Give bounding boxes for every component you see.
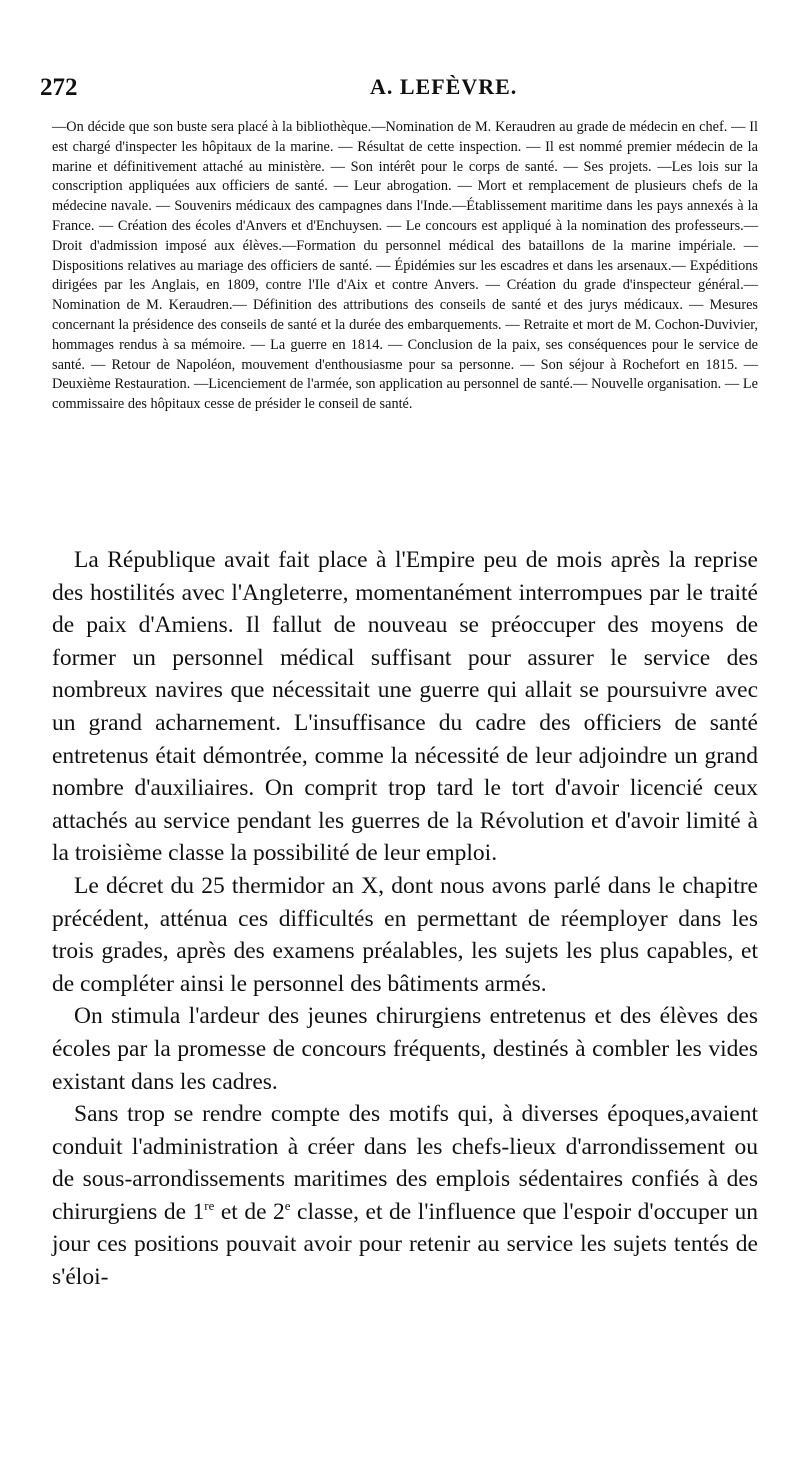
paragraph-4-part-b: et de 2 — [214, 1198, 285, 1225]
body-text — [52, 544, 758, 1294]
paragraph-4 — [52, 1098, 758, 1294]
running-head: A. LEFÈVRE. — [370, 74, 518, 99]
paragraph-3: On stimula l'ardeur des jeunes chirurgiens entretenus et des élèves des écoles par la promesse de concours fréquents, destinés à combler les vides existant dans les cadres. — [52, 1003, 758, 1095]
paragraph-4-part-a: Sans trop se rendre compte des motifs qui, à diverses époques,avaient conduit l'administration à créer dans les chefs-lieux d'arrondissement ou de sous-arrondissements maritimes des emplois sédentaires confiés à des chirurgiens de 1 — [52, 1101, 758, 1225]
chapter-summary — [52, 118, 758, 415]
paragraph-4-part-c: classe, et de l'influence que l'espoir d'occuper un jour ces positions pouvait avoir pour retenir au service les sujets tentés de s'éloi- — [52, 1198, 758, 1291]
paragraph-1: La République avait fait place à l'Empire peu de mois après la reprise des hostilités avec l'Angleterre, momentanément interrompues par le traité de paix d'Amiens. Il fallut de nouveau se préoccuper des moyens de former un personnel médical suffisant pour assurer le service des nombreux navires que nécessitait une guerre qui allait se poursuivre avec un grand acharnement. L'insuffisance du cadre des officiers de santé entretenus était démontrée, comme la nécessité de leur adjoindre un grand nombre d'auxiliaires. On comprit trop tard le tort d'avoir licencié ceux attachés au service pendant les guerres de la Révolution et d'avoir limité à la troisième classe la possibilité de leur emploi. — [52, 547, 758, 867]
superscript-e: e — [284, 1198, 291, 1214]
page-header — [40, 70, 760, 104]
page-number: 272 — [40, 74, 78, 101]
superscript-re: re — [204, 1198, 215, 1214]
summary-text: —On décide que son buste sera placé à la bibliothèque.—Nomination de M. Keraudren au grade de médecin en chef. — Il est chargé d'inspecter les hôpitaux de la marine. — Résultat de cette inspection. — Il est nommé premier médecin de la marine et définitivement attaché au ministère. — Son intérêt pour le corps de santé. — Ses projets. —Les lois sur la conscription appliquées aux officiers de santé. — Leur abrogation. — Mort et remplacement de plusieurs chefs de la médecine navale. — Souvenirs médicaux des campagnes dans l'Inde.—Établissement maritime dans les pays annexés à la France. — Création des écoles d'Anvers et d'Enchuysen. — Le concours est appliqué à la nomination des professeurs.—Droit d'admission imposé aux élèves.—Formation du personnel médical des bataillons de la marine impériale. — Dispositions relatives au mariage des officiers de santé. — Épidémies sur les escadres et dans les arsenaux.— Expéditions dirigées par les Anglais, en 1809, contre l'Ile d'Aix et contre Anvers. — Création du grade d'inspecteur général.—Nomination de M. Keraudren.— Définition des attributions des conseils de santé et des jurys médicaux. — Mesures concernant la présidence des conseils de santé et la durée des embarquements. — Retraite et mort de M. Cochon-Duvivier, hommages rendus à sa mémoire. — La guerre en 1814. — Conclusion de la paix, ses conséquences pour le service de santé. — Retour de Napoléon, mouvement d'enthousiasme pour sa personne. — Son séjour à Rochefort en 1815. — Deuxième Restauration. —Licenciement de l'armée, son application au personnel de santé.— Nouvelle organisation. — Le commissaire des hôpitaux cesse de présider le conseil de santé. — [52, 119, 758, 413]
paragraph-2: Le décret du 25 thermidor an X, dont nous avons parlé dans le chapitre précédent, atténua ces difficultés en permettant de réemployer dans les trois grades, après des examens préalables, les sujets les plus capables, et de compléter ainsi le personnel des bâtiments armés. — [52, 872, 758, 997]
